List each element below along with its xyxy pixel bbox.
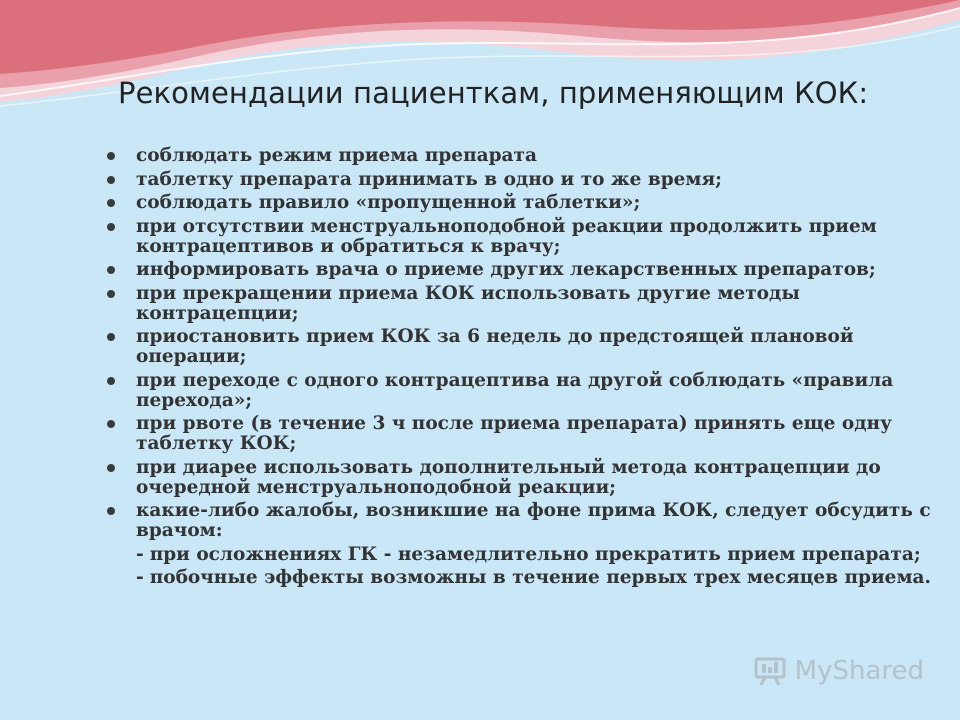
myshared-watermark [753, 656, 924, 686]
header-wave-decoration [0, 0, 960, 130]
bullet-icon [107, 152, 115, 160]
recommendations-list [106, 146, 946, 541]
watermark-text: MyShared [794, 656, 924, 686]
sub-item [106, 568, 946, 588]
list-item [106, 146, 946, 166]
list-item-text: при рвоте (в течение 3 ч после приема препарата) принять еще одну таблетку КОК; [136, 413, 892, 454]
bullet-icon [107, 377, 115, 385]
list-item-text: информировать врача о приеме других лекарственных препаратов; [136, 259, 876, 280]
list-item-text: при прекращении приема КОК использовать другие методы контрацепции; [136, 282, 800, 324]
sub-item [106, 545, 946, 565]
bullet-icon [107, 199, 115, 207]
sub-item-text: побочные эффекты возможны в течение первых трех месяцев приема. [149, 567, 931, 588]
bullet-icon [107, 266, 115, 274]
bullet-icon [107, 420, 115, 428]
list-item [106, 217, 946, 257]
bullet-icon [107, 464, 115, 472]
bullet-icon [107, 333, 115, 341]
list-item [106, 501, 946, 541]
bullet-icon [107, 290, 115, 298]
list-item [106, 414, 946, 454]
list-item [106, 458, 946, 498]
list-item-text: соблюдать режим приема препарата [136, 145, 537, 166]
list-item-text: какие-либо жалобы, возникшие на фоне прима КОК, следует обсудить с врачом: [136, 500, 931, 541]
list-item-text: таблетку препарата принимать в одно и то же время; [136, 168, 722, 190]
dash-marker: - [136, 543, 144, 565]
slide-content [106, 146, 946, 592]
list-item [106, 284, 946, 324]
bullet-icon [107, 507, 115, 515]
list-item [106, 260, 946, 280]
bullet-icon [107, 176, 115, 184]
list-item-text: при переходе с одного контрацептива на другой соблюдать «правила перехода»; [136, 369, 894, 411]
bullet-icon [107, 223, 115, 231]
sub-item-text: при осложнениях ГК - незамедлительно прекратить прием препарата; [149, 543, 921, 565]
slide-title: Рекомендации пациенткам, применяющим КОК: [118, 76, 869, 110]
presentation-icon [753, 656, 787, 686]
list-item [106, 170, 946, 190]
list-item-text: при отсутствии менструальноподобной реакции продолжить прием контрацептивов и обратиться к врачу; [136, 215, 877, 257]
list-item-text: при диарее использовать дополнительный метода контрацепции до очередной менструальноподобной реакции; [136, 456, 881, 498]
list-item-text: соблюдать правило «пропущенной таблетки»; [136, 192, 641, 213]
list-item [106, 193, 946, 213]
list-item-text: приостановить прием КОК за 6 недель до предстоящей плановой операции; [136, 326, 854, 367]
list-item [106, 371, 946, 411]
list-item [106, 327, 946, 367]
dash-marker: - [136, 567, 144, 588]
